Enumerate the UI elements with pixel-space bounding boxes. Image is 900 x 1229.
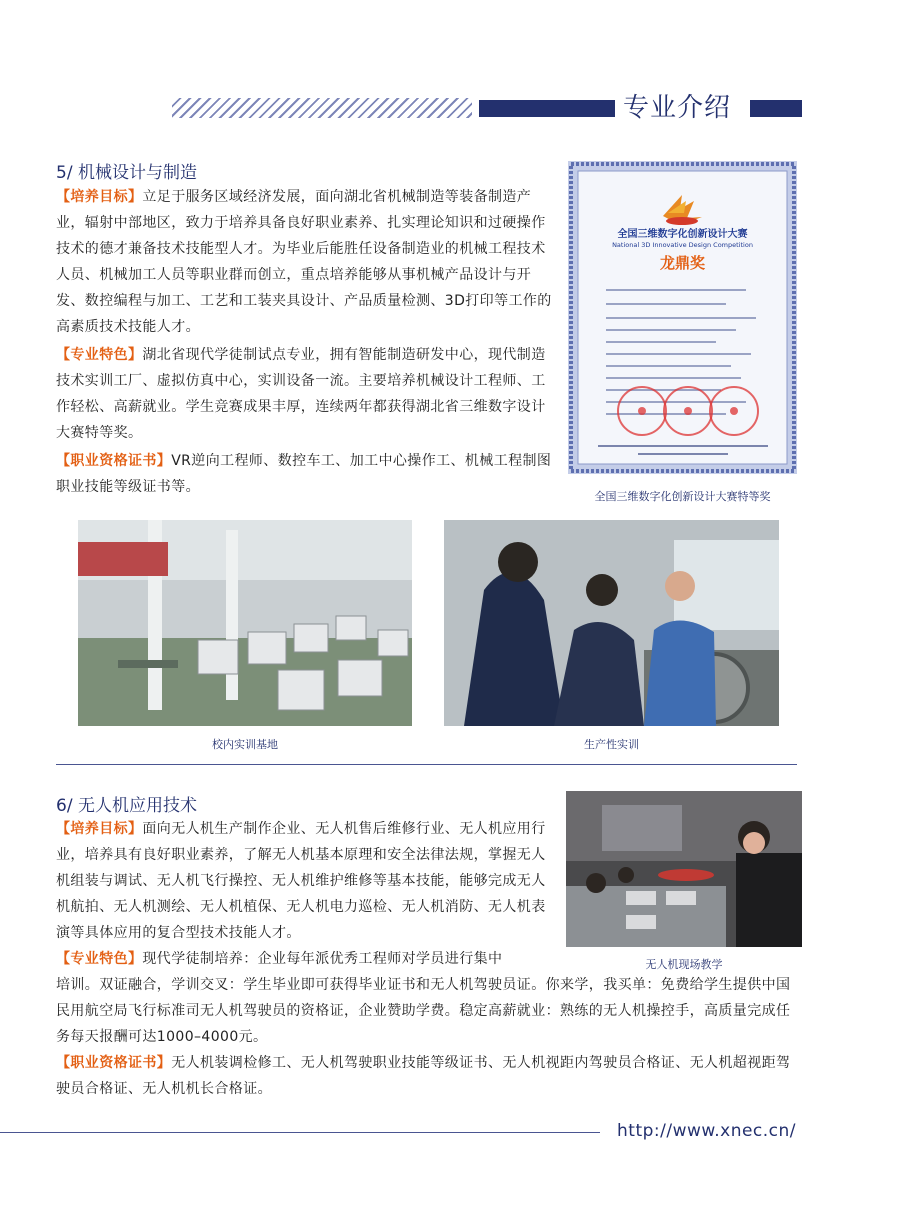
section-6-feature-lead bbox=[56, 946, 550, 972]
section-5-cert bbox=[56, 448, 552, 500]
footer-rule bbox=[0, 1132, 600, 1133]
goal-tag: 【培养目标】 bbox=[56, 189, 143, 205]
drone-teaching-photo bbox=[566, 791, 802, 947]
training-base-caption: 校内实训基地 bbox=[212, 738, 278, 751]
goal-text: 面向无人机生产制作企业、无人机售后维修行业、无人机应用行业，培养具有良好职业素养，了解无人机基本原理和安全法律法规，掌握无人机组装与调试、无人机飞行操控、无人机维护维修等基本技能，能够完成无人机航拍、无人机测绘、无人机植保、无人机电力巡检、无人机消防、无人机表演等具体应用的复合型技术技能人才。 bbox=[56, 821, 546, 941]
section-6-cert bbox=[56, 1050, 804, 1102]
section-6-title: 6/ 无人机应用技术 bbox=[56, 796, 197, 816]
section-5-goal bbox=[56, 184, 552, 340]
footer-url-link[interactable]: http://www.xnec.cn/ bbox=[617, 1121, 797, 1141]
feature-text-a: 现代学徒制培养：企业每年派优秀工程师对学员进行集中 bbox=[142, 951, 503, 967]
cert-title-en: National 3D Innovative Design Competition bbox=[612, 241, 753, 249]
cert-text: VR逆向工程师、数控车工、加工中心操作工、机械工程制图职业技能等级证书等。 bbox=[56, 453, 552, 495]
section-6-feature-body: 培训。双证融合，学训交叉：学生毕业即可获得毕业证书和无人机驾驶员证。你来学，我买单：免费给学生提供中国民用航空局飞行标准司无人机驾驶员的资格证，企业赞助学费。稳定高薪就业：熟练的无人机操控手，高质量完成任务每天报酬可达1000–4000元。 bbox=[56, 977, 791, 1045]
production-training-caption: 生产性实训 bbox=[584, 738, 639, 751]
section-5-title: 5/ 机械设计与制造 bbox=[56, 163, 197, 183]
certificate-caption: 全国三维数字化创新设计大赛特等奖 bbox=[594, 490, 771, 503]
header-hatch-decoration bbox=[172, 98, 472, 118]
drone-teaching-caption: 无人机现场教学 bbox=[645, 958, 723, 971]
certificate-graphic bbox=[568, 161, 797, 474]
cert-text: 无人机装调检修工、无人机驾驶职业技能等级证书、无人机视距内驾驶员合格证、无人机超视距驾驶员合格证、无人机机长合格证。 bbox=[56, 1055, 791, 1097]
award-certificate bbox=[568, 161, 797, 474]
header-bar-left bbox=[479, 100, 615, 117]
section-divider bbox=[56, 764, 797, 765]
training-base-photo bbox=[78, 520, 412, 726]
feature-text: 湖北省现代学徒制试点专业，拥有智能制造研发中心，现代制造技术实训工厂、虚拟仿真中心，实训设备一流。主要培养机械设计工程师、工作轻松、高薪就业。学生竞赛成果丰厚，连续两年都获得湖北省三维数字设计大赛特等奖。 bbox=[56, 347, 546, 441]
feature-tag: 【专业特色】 bbox=[56, 951, 143, 967]
goal-tag: 【培养目标】 bbox=[56, 821, 143, 837]
cert-award: 龙鼎奖 bbox=[659, 254, 706, 272]
cert-tag: 【职业资格证书】 bbox=[56, 453, 172, 469]
section-6-goal bbox=[56, 816, 550, 946]
header-bar-right bbox=[750, 100, 802, 117]
feature-tag: 【专业特色】 bbox=[56, 347, 143, 363]
goal-text: 立足于服务区域经济发展，面向湖北省机械制造等装备制造产业，辐射中部地区，致力于培养具备良好职业素养、扎实理论知识和过硬操作技术的德才兼备技术技能型人才。为毕业后能胜任设备制造业的机械工程技术人员、机械加工人员等职业群而创立，重点培养能够从事机械产品设计与开发、数控编程与加工、工艺和工装夹具设计、产品质量检测、3D打印等工作的高素质技术技能人才。 bbox=[56, 189, 552, 335]
section-5-feature bbox=[56, 342, 552, 446]
cert-tag: 【职业资格证书】 bbox=[56, 1055, 172, 1071]
cert-title-cn: 全国三维数字化创新设计大赛 bbox=[617, 229, 748, 240]
page-title: 专业介绍 bbox=[623, 93, 732, 123]
production-training-photo bbox=[444, 520, 779, 726]
